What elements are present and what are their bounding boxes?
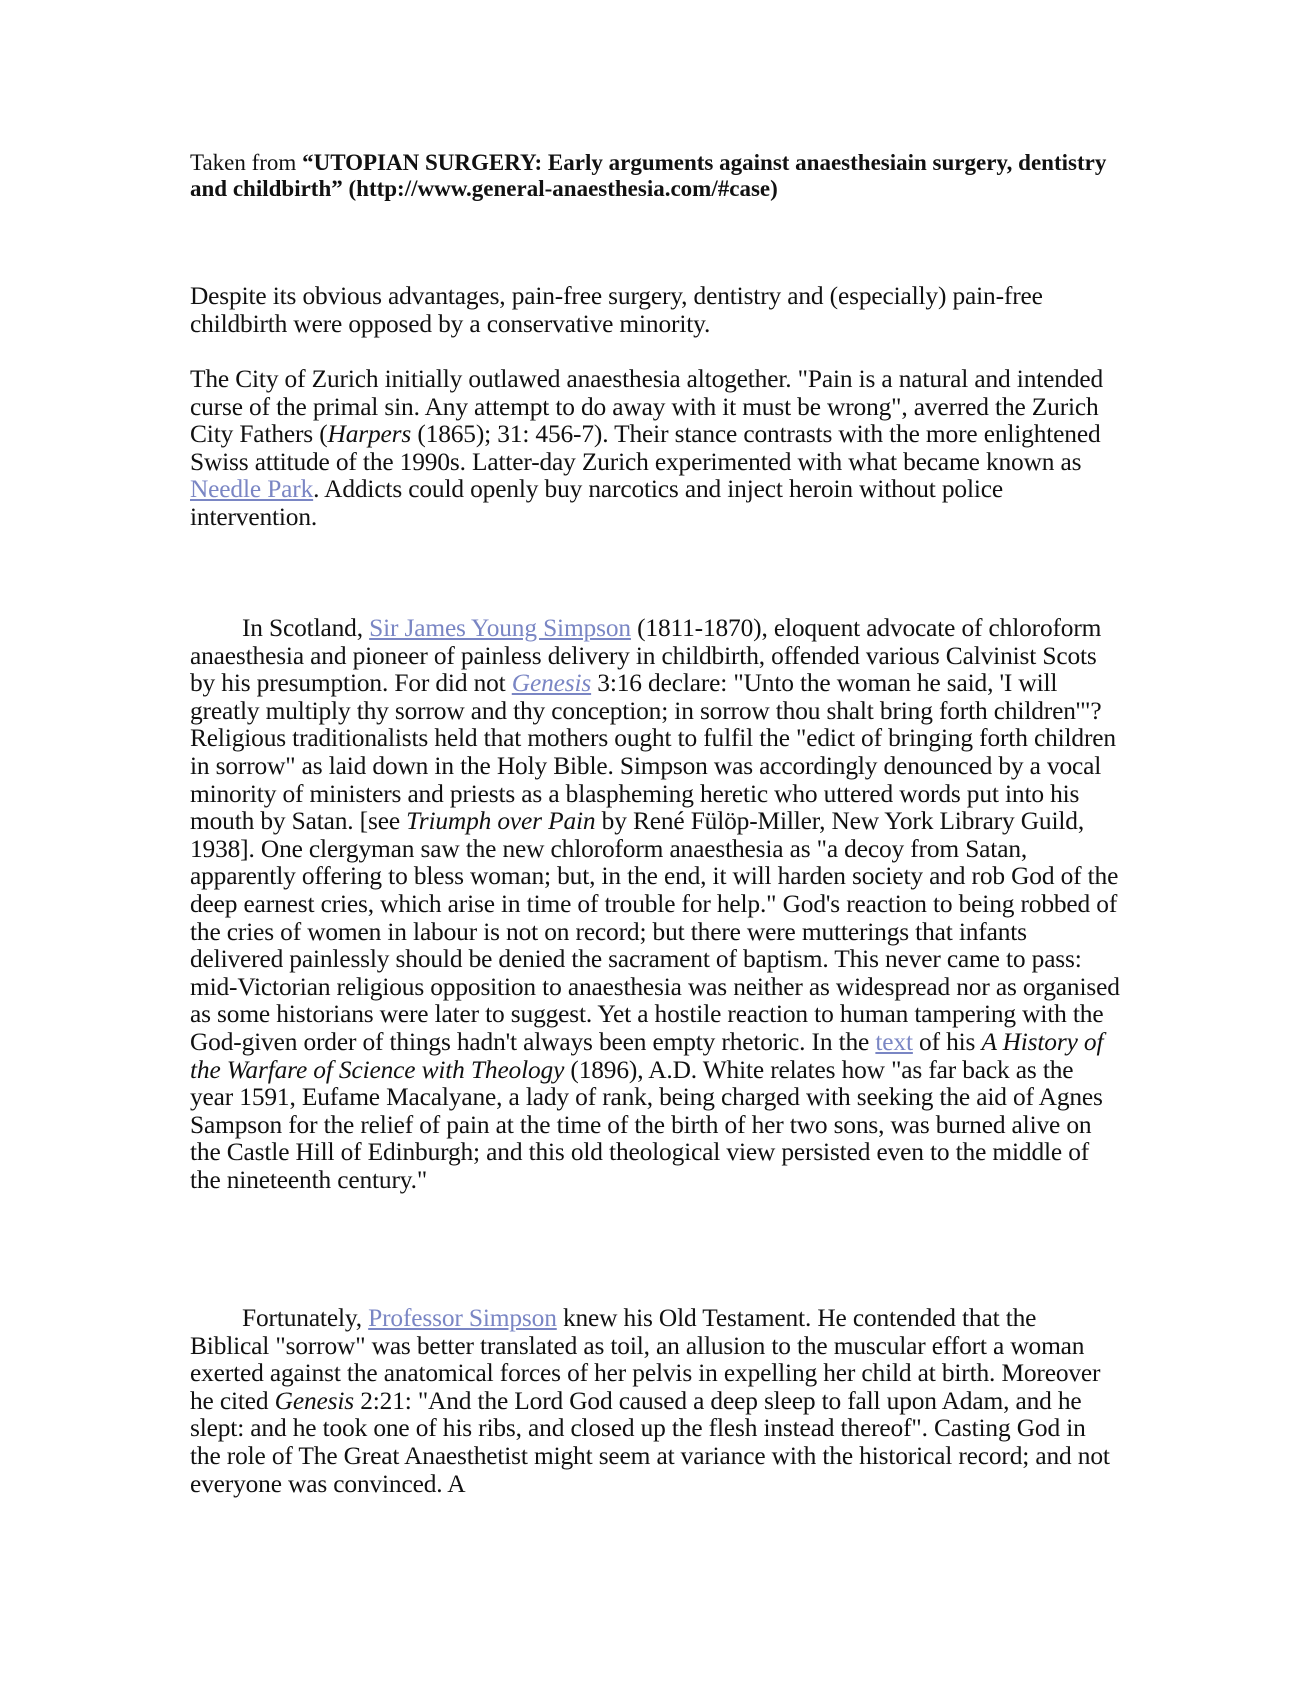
simpson-link[interactable]: Sir James Young Simpson bbox=[369, 614, 631, 642]
genesis-title: Genesis bbox=[274, 1386, 354, 1415]
paragraph-intro-text: Despite its obvious advantages, pain-free surgery, dentistry and (especially) pain-free childbirth were opposed by a conservative minority. bbox=[190, 282, 1043, 338]
paragraph-intro bbox=[190, 283, 1120, 338]
zurich-text-1: The City of Zurich initially outlawed anaesthesia altogether. "Pain is a natural and intended curse of the primal sin. Any attempt to do away with it must be wrong", averred the Zurich City Fathers ( bbox=[190, 365, 1104, 449]
triumph-title: Triumph over Pain bbox=[406, 807, 596, 836]
source-citation bbox=[190, 150, 1130, 202]
zurich-text-3: . Addicts could openly buy narcotics and inject heroin without police intervention. bbox=[190, 475, 1003, 531]
fortunately-text-3: 2:21: "And the Lord God caused a deep sleep to fall upon Adam, and he slept: and he took one of his ribs, and closed up the flesh instead thereof". Casting God in the role of The Great Anaesthetist might seem at variance with the historical record; and not everyone was convinced. A bbox=[190, 1386, 1110, 1498]
professor-simpson-link[interactable]: Professor Simpson bbox=[368, 1304, 557, 1332]
scotland-text-1: In Scotland, bbox=[242, 614, 370, 642]
history-title: A History of the Warfare of Science with Theology bbox=[190, 1027, 1104, 1084]
scotland-text-2: (1811-1870), eloquent advocate of chloroform anaesthesia and pioneer of painless delivery in childbirth, offended various Calvinist Scots by his presumption. For did not bbox=[190, 614, 1102, 698]
fortunately-text-1: Fortunately, bbox=[242, 1304, 369, 1332]
paragraph-fortunately bbox=[190, 1305, 1120, 1498]
scotland-text-5: of his bbox=[912, 1027, 982, 1056]
scotland-text-6: (1896), A.D. White relates how "as far back as the year 1591, Eufame Macalyane, a lady of rank, being charged with seeking the aid of Agnes Sampson for the relief of pain at the time of the birth of her two sons, was burned alive on the Castle Hill of Edinburgh; and this old theological view persisted even to the middle of the nineteenth century." bbox=[190, 1055, 1103, 1194]
genesis-link[interactable] bbox=[512, 669, 591, 697]
scotland-text-4: by René Fülöp-Miller, New York Library Guild, 1938]. One clergyman saw the new chloroform anaesthesia as "a decoy from Satan, apparently offering to bless woman; but, in the end, it will harden society and rob God of the deep earnest cries, which arise in time of trouble for help." God's reaction to being robbed of the cries of women in labour is not on record; but there were mutterings that infants delivered painlessly should be denied the sacrament of baptism. This never came to pass: mid-Victorian religious opposition to anaesthesia was neither as widespread nor as organised as some historians were later to suggest. Yet a hostile reaction to human tampering with the God-given order of things hadn't always been empty rhetoric. In the bbox=[190, 807, 1120, 1056]
needle-park-link[interactable]: Needle Park bbox=[190, 475, 314, 504]
fortunately-text-2: knew his Old Testament. He contended that the Biblical "sorrow" was better translated as toil, an allusion to the muscular effort a woman exerted against the anatomical forces of her pelvis in expelling her child at birth. Moreover he cited bbox=[190, 1304, 1101, 1415]
paragraph-scotland bbox=[190, 615, 1120, 1194]
harpers-title: Harpers bbox=[327, 420, 412, 449]
genesis-link-label: Genesis bbox=[511, 669, 592, 698]
paragraph-zurich bbox=[190, 366, 1120, 532]
citation-title: “UTOPIAN SURGERY: Early arguments against anaesthesiain surgery, dentistry and childbirth” (http://www.general-anaesthesia.com/#case) bbox=[190, 150, 1107, 201]
citation-prefix: Taken from bbox=[190, 150, 303, 175]
scotland-text-3: 3:16 declare: "Unto the woman he said, 'I will greatly multiply thy sorrow and thy conception; in sorrow thou shalt bring forth children'"? Religious traditionalists held that mothers ought to fulfil the "edict of bringing forth children in sorrow" as laid down in the Holy Bible. Simpson was accordingly denounced by a vocal minority of ministers and priests as a blaspheming heretic who uttered words put into his mouth by Satan. [see bbox=[190, 669, 1116, 836]
zurich-text-2: (1865); 31: 456-7). Their stance contrasts with the more enlightened Swiss attitude of the 1990s. Latter-day Zurich experimented with what became known as bbox=[190, 420, 1101, 476]
text-link[interactable]: text bbox=[875, 1027, 913, 1056]
